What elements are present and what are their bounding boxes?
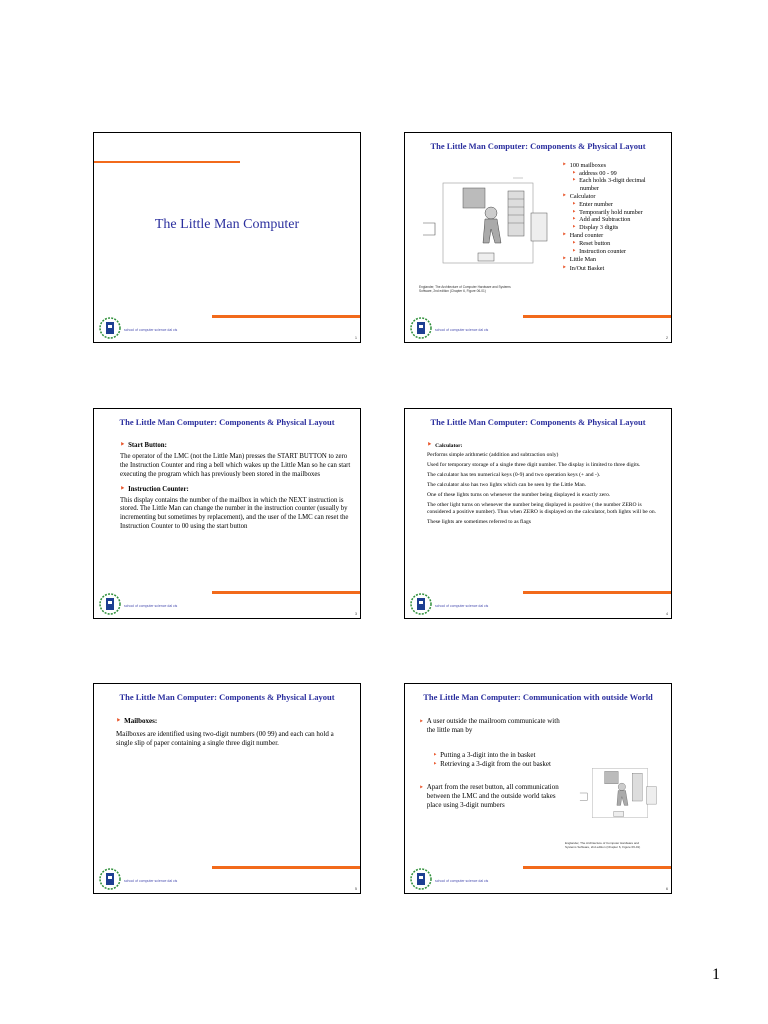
bullet-icon: ‣ xyxy=(572,238,577,247)
figure-citation: Englander, The Architecture of Computer Hardware and Systems Software, 2nd edition (Chapter 6, Figure 06-01) xyxy=(419,285,511,293)
slide-number: 6 xyxy=(666,887,668,891)
bullet-icon: ‣ xyxy=(116,716,122,725)
slide-body xyxy=(419,717,583,811)
slide-number: 1 xyxy=(355,336,357,340)
list-item: ‣ Enter number xyxy=(572,199,613,208)
accent-bar xyxy=(94,161,240,163)
section-heading: ‣ Mailboxes: xyxy=(116,716,158,725)
slide-body xyxy=(427,441,663,529)
school-name: school of computer science dal cis xyxy=(124,604,178,608)
bullet-icon: ‣ xyxy=(419,782,424,792)
list-item: ‣ address 00 - 99 xyxy=(572,168,617,177)
accent-bar xyxy=(523,315,671,318)
school-logo-icon xyxy=(410,593,432,615)
school-logo-icon xyxy=(99,593,121,615)
slide-1 xyxy=(93,132,361,343)
bullet-icon: ‣ xyxy=(120,440,126,449)
bullet-icon: ‣ xyxy=(562,262,567,272)
school-name: school of computer science dal cis xyxy=(124,879,178,883)
school-logo-icon xyxy=(99,317,121,339)
section-heading: ‣ Calculator: xyxy=(427,440,463,449)
bullet-icon: ‣ xyxy=(572,215,577,224)
slide-title: The Little Man Computer: Communication with outside World xyxy=(423,692,653,702)
bullet-icon: ‣ xyxy=(572,207,577,216)
paragraph: The other light turns on whenever the number being displayed is positive ( the number ZERO is considered a positive number). Thus when ZERO is displayed on the calculator, both lights will be on. xyxy=(427,502,657,515)
accent-bar xyxy=(212,315,360,318)
slide-title: The Little Man Computer: Components & Physical Layout xyxy=(430,417,646,427)
list-item: ‣ Little Man xyxy=(562,254,597,264)
bullet-icon: ‣ xyxy=(572,199,577,208)
bullet-icon: ‣ xyxy=(572,176,577,185)
bullet-icon: ‣ xyxy=(572,246,577,255)
bullet-icon: ‣ xyxy=(562,191,567,201)
slide-5 xyxy=(93,683,361,894)
section-heading: ‣ Start Button: xyxy=(120,440,167,449)
bullet-icon: ‣ xyxy=(562,254,567,264)
list-item: ‣ Retrieving a 3-digit from the out basket xyxy=(433,760,551,769)
list-item: ‣ Instruction counter xyxy=(572,246,627,255)
list-item: ‣ Add and Subtraction xyxy=(572,215,631,224)
accent-bar xyxy=(212,591,360,594)
list-item: ‣ Display 3 digits xyxy=(572,222,619,231)
slide-number: 5 xyxy=(355,887,357,891)
slide-title: The Little Man Computer: Components & Physical Layout xyxy=(119,692,335,702)
bullet-icon: ‣ xyxy=(572,222,577,231)
slide-3 xyxy=(93,408,361,619)
slide-6 xyxy=(404,683,672,894)
list-item: ‣ Apart from the reset button, all communication between the LMC and the outside world takes place using 3-digit numbers xyxy=(419,782,559,810)
bullet-icon: ‣ xyxy=(120,483,126,493)
bullet-icon: ‣ xyxy=(433,750,438,759)
school-name: school of computer science dal cis xyxy=(124,328,178,332)
list-item: ‣ Reset button xyxy=(572,238,611,247)
slide-body xyxy=(116,716,352,748)
bullet-icon: ‣ xyxy=(419,717,424,726)
bullet-icon: ‣ xyxy=(433,760,438,769)
page-number: 1 xyxy=(712,966,720,983)
slide-number: 3 xyxy=(355,612,357,616)
accent-bar xyxy=(523,591,671,594)
paragraph: Mailboxes are identified using two-digit numbers (00 99) and each can hold a single slip of paper containing a single three digit number. xyxy=(116,730,334,747)
component-list xyxy=(562,161,672,272)
bullet-icon: ‣ xyxy=(562,160,567,169)
school-name: school of computer science dal cis xyxy=(435,879,489,883)
slide-number: 2 xyxy=(666,336,668,340)
slide-title: The Little Man Computer: Components & Physical Layout xyxy=(430,141,646,151)
school-name: school of computer science dal cis xyxy=(435,328,489,332)
accent-bar xyxy=(212,866,360,869)
school-logo-icon xyxy=(99,868,121,890)
lmc-diagram-image xyxy=(413,163,563,283)
bullet-icon: ‣ xyxy=(572,168,577,177)
school-logo-icon xyxy=(410,317,432,339)
list-item: ‣ 100 mailboxes xyxy=(562,160,606,169)
slide-body xyxy=(120,441,352,537)
paragraph: This display contains the number of the mailbox in which the NEXT instruction is stored. The Little Man can change the number in the instruction counter (usually by incrementing but sometimes by replacement), and the user of the LMC can reset the Instruction Counter to 00 using the start button xyxy=(120,496,349,531)
figure-citation: Englander, The Architecture of Computer Hardware and Systems Software, 2nd edition (Chapter 6, Figure 06-01) xyxy=(565,841,641,849)
list-item: ‣ A user outside the mailroom communicate with the little man by xyxy=(419,717,560,735)
slide-number: 4 xyxy=(666,612,668,616)
paragraph: The calculator has ten numerical keys (0-9) and two operation keys (+ and -). xyxy=(427,472,601,478)
bullet-icon: ‣ xyxy=(562,230,567,240)
lmc-diagram-image xyxy=(571,756,669,830)
slide-4 xyxy=(404,408,672,619)
bullet-icon: ‣ xyxy=(427,440,433,449)
paragraph: Performs simple arithmetic (addition and subtraction only) xyxy=(427,452,559,458)
list-item: ‣ Putting a 3-digit into the in basket xyxy=(433,750,536,759)
slide-2 xyxy=(404,132,672,343)
paragraph: One of these lights turns on whenever the number being displayed is exactly zero. xyxy=(427,492,611,498)
school-name: school of computer science dal cis xyxy=(435,604,489,608)
list-item: ‣ In/Out Basket xyxy=(562,262,605,272)
paragraph: Used for temporary storage of a single three digit number. The display is limited to three digits. xyxy=(427,462,641,468)
list-item: ‣ Temporarily hold number xyxy=(572,207,643,216)
paragraph: The operator of the LMC (not the Little Man) presses the START BUTTON to zero the Instruction Counter and ring a bell which wakes up the Little Man so he can start executing the program which has previously been stored in the mailboxes xyxy=(120,452,351,478)
school-logo-icon xyxy=(410,868,432,890)
accent-bar xyxy=(523,866,671,869)
paragraph: The calculator also has two lights which can be seen by the Little Man. xyxy=(427,482,587,488)
list-item: ‣ Each holds 3-digit decimal xyxy=(572,176,646,185)
paragraph: These lights are sometimes referred to as flags xyxy=(427,519,531,525)
list-item: number xyxy=(580,184,599,192)
list-item: ‣ Hand counter xyxy=(562,230,604,240)
section-heading: ‣ Instruction Counter: xyxy=(120,483,189,493)
slide-title: The Little Man Computer: Components & Physical Layout xyxy=(119,417,335,427)
list-item: ‣ Calculator xyxy=(562,191,596,201)
slide-title: The Little Man Computer xyxy=(154,217,300,232)
